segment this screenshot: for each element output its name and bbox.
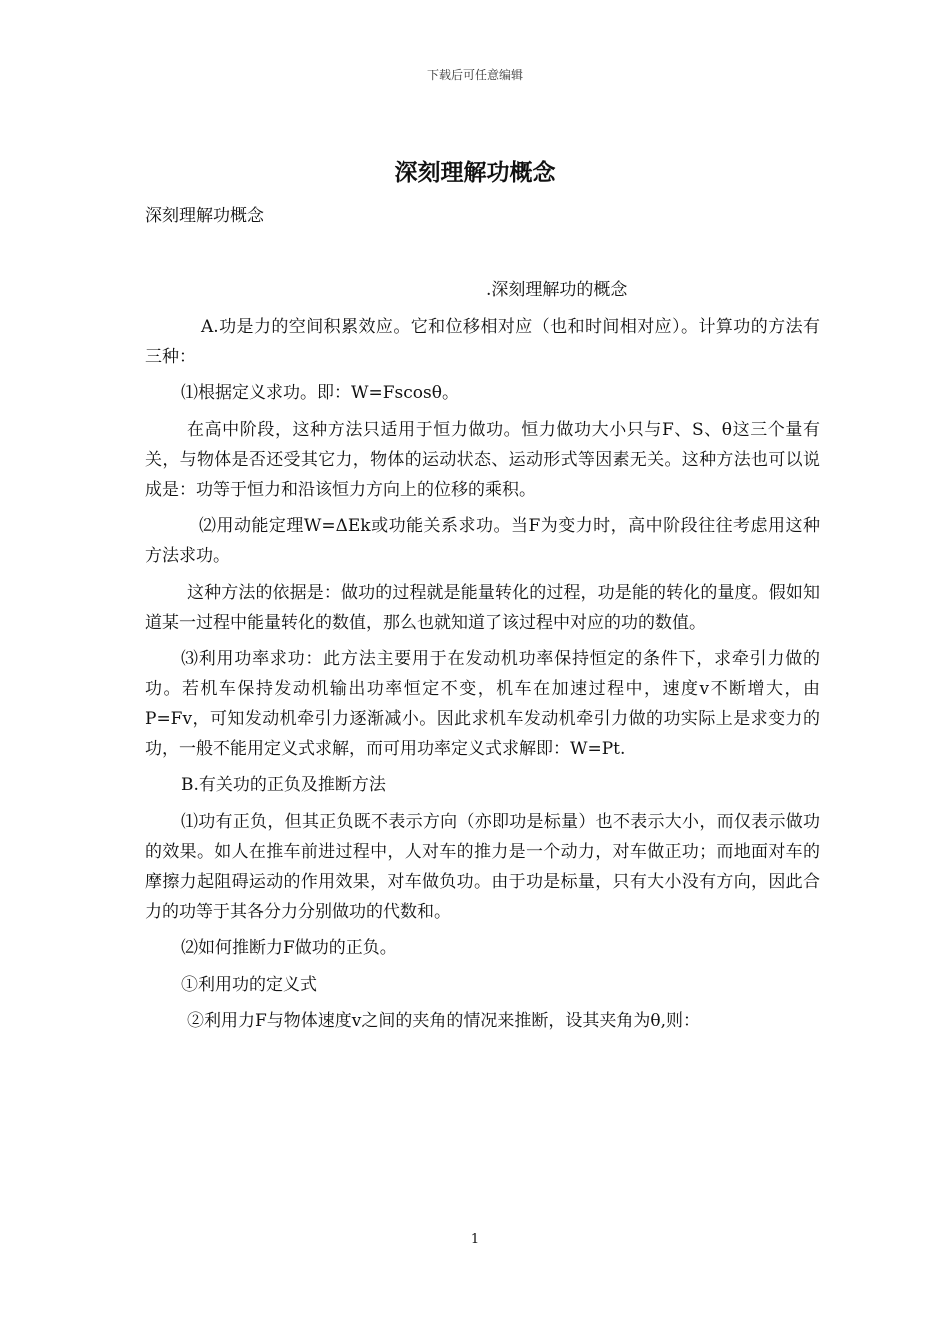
paragraph-b-2: ⑵如何推断力F做功的正负。 (181, 938, 397, 959)
paragraph-method-1: ⑴根据定义求功。即：W=Fscosθ。 (181, 383, 459, 404)
page-title: 深刻理解功概念 (394, 159, 556, 186)
paragraph-method-1-detail: 在高中阶段，这种方法只适用于恒力做功。恒力做功大小只与F、S、θ这三个量有关，与物体是否还受其它力，物体的运动状态、运动形式等因素无关。这种方法也可以说成是：功等于恒力和沿该恒力方向上的位移的乘积。 (145, 419, 820, 500)
paragraph-b-2-item-1: ①利用功的定义式 (181, 974, 317, 995)
document-subtitle: 深刻理解功概念 (145, 206, 264, 226)
paragraph-method-2-detail: 这种方法的依据是：做功的过程就是能量转化的过程，功是能的转化的量度。假如知道某一过程中能量转化的数值，那么也就知道了该过程中对应的功的数值。 (145, 582, 820, 633)
paragraph-b-heading: B.有关功的正负及推断方法 (181, 775, 386, 796)
paragraph-b-2-item-2: ②利用力F与物体速度v之间的夹角的情况来推断，设其夹角为θ,则： (187, 1010, 701, 1031)
paragraph-method-2: ⑵用动能定理W=ΔEk或功能关系求功。当F为变力时，高中阶段往往考虑用这种方法求功。 (145, 516, 820, 567)
page-number: 1 (470, 1232, 480, 1247)
paragraph-b-1: ⑴功有正负，但其正负既不表示方向（亦即功是标量）也不表示大小，而仅表示做功的效果。如人在推车前进过程中，人对车的推力是一个动力，对车做正功；而地面对车的摩擦力起阻碍运动的作用效果，对车做负功。由于功是标量，只有大小没有方向，因此合力的功等于其各分力分别做功的代数和。 (145, 811, 820, 922)
document-body (145, 312, 820, 1042)
paragraph-a-intro: A.功是力的空间积累效应。它和位移相对应（也和时间相对应）。计算功的方法有三种： (145, 317, 820, 367)
paragraph-method-3: ⑶利用功率求功：此方法主要用于在发动机功率保持恒定的条件下，求牵引力做的功。若机车保持发动机输出功率恒定不变，机车在加速过程中，速度v不断增大，由P=Fv，可知发动机牵引力逐渐减小。因此求机车发动机牵引力做的功实际上是求变力的功，一般不能用定义式求解，而可用功率定义式求解即：W=Pt. (145, 648, 820, 759)
header-note: 下载后可任意编辑 (426, 68, 523, 82)
section-heading: .深刻理解功的概念 (486, 280, 628, 300)
